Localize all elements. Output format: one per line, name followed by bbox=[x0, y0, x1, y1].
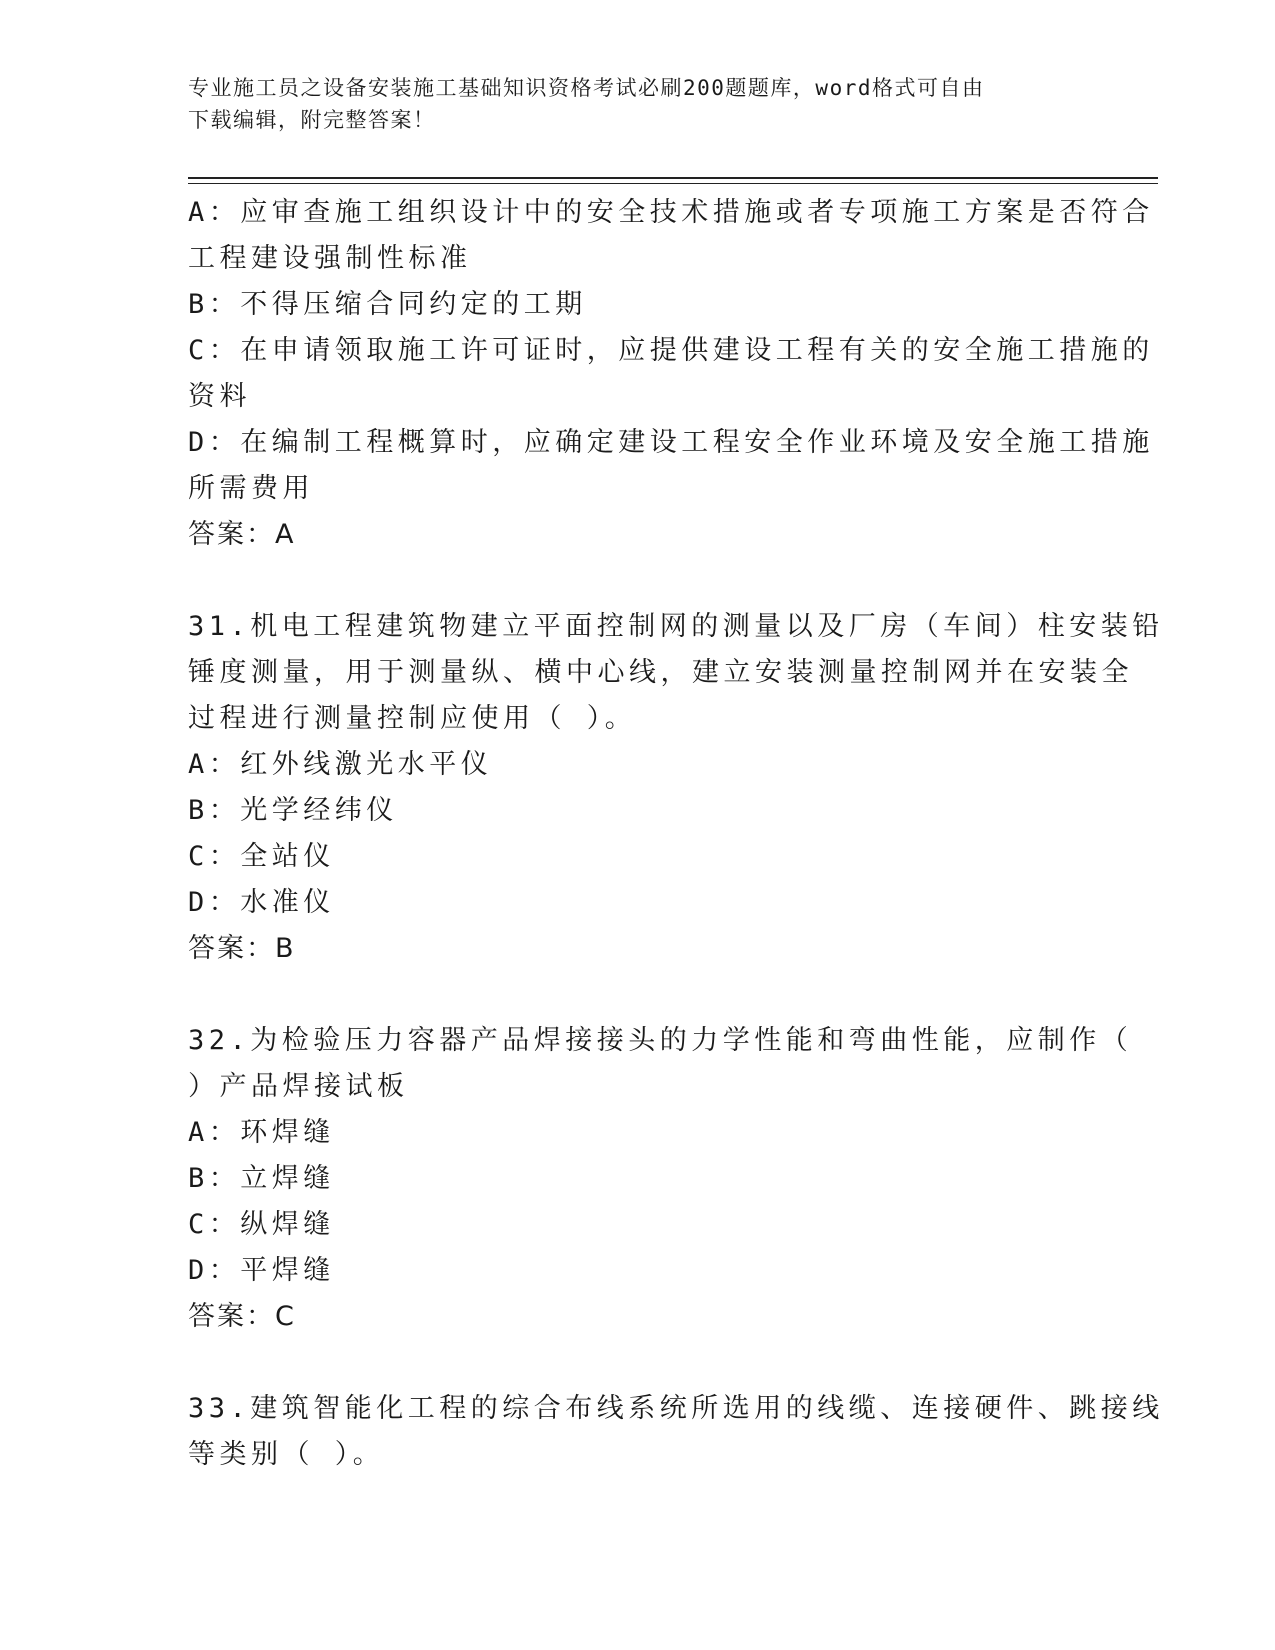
answer: 答案：C bbox=[188, 1301, 296, 1332]
question-stem-line-1: 32.为检验压力容器产品焊接接头的力学性能和弯曲性能，应制作（ bbox=[188, 1025, 1133, 1056]
option-b: B：光学经纬仪 bbox=[188, 795, 398, 826]
option-d-line-1: D：在编制工程概算时，应确定建设工程安全作业环境及安全施工措施 bbox=[188, 427, 1154, 458]
spacer bbox=[188, 1340, 1088, 1386]
option-a-line-2: 工程建设强制性标准 bbox=[188, 243, 472, 274]
option-d: D：平焊缝 bbox=[188, 1255, 335, 1286]
question-30-options bbox=[188, 190, 1154, 558]
question-stem-line-3: 过程进行测量控制应使用（ ）。 bbox=[188, 703, 637, 734]
option-c-line-1: C：在申请领取施工许可证时，应提供建设工程有关的安全施工措施的 bbox=[188, 335, 1154, 366]
answer: 答案：A bbox=[188, 519, 296, 550]
option-b: B：不得压缩合同约定的工期 bbox=[188, 289, 587, 320]
question-stem-line-1: 33.建筑智能化工程的综合布线系统所选用的线缆、连接硬件、跳接线 bbox=[188, 1393, 1164, 1424]
option-d: D：水准仪 bbox=[188, 887, 335, 918]
question-stem-line-2: 锤度测量，用于测量纵、横中心线，建立安装测量控制网并在安装全 bbox=[188, 657, 1133, 688]
option-c: C：全站仪 bbox=[188, 841, 335, 872]
question-content bbox=[188, 190, 1164, 1478]
option-b: B：立焊缝 bbox=[188, 1163, 335, 1194]
question-33 bbox=[188, 1386, 1164, 1478]
option-d-line-2: 所需费用 bbox=[188, 473, 314, 504]
question-stem-line-1: 31.机电工程建筑物建立平面控制网的测量以及厂房（车间）柱安装铅 bbox=[188, 611, 1164, 642]
option-a-line-1: A：应审查施工组织设计中的安全技术措施或者专项施工方案是否符合 bbox=[188, 197, 1154, 228]
header-divider-thin bbox=[188, 183, 1158, 184]
document-header bbox=[188, 72, 1068, 136]
question-31 bbox=[188, 604, 1164, 972]
question-stem-line-2: 等类别（ ）。 bbox=[188, 1439, 385, 1470]
option-a: A：环焊缝 bbox=[188, 1117, 335, 1148]
spacer bbox=[188, 972, 1088, 1018]
option-a: A：红外线激光水平仪 bbox=[188, 749, 493, 780]
option-c-line-2: 资料 bbox=[188, 381, 251, 412]
header-divider-thick bbox=[188, 177, 1158, 179]
question-stem-line-2: ）产品焊接试板 bbox=[188, 1071, 409, 1102]
header-line-1: 专业施工员之设备安装施工基础知识资格考试必刷200题题库，word格式可自由 bbox=[188, 76, 985, 100]
question-32 bbox=[188, 1018, 1133, 1340]
spacer bbox=[188, 558, 1088, 604]
option-c: C：纵焊缝 bbox=[188, 1209, 335, 1240]
header-line-2: 下载编辑，附完整答案！ bbox=[188, 108, 436, 132]
answer: 答案：B bbox=[188, 933, 296, 964]
